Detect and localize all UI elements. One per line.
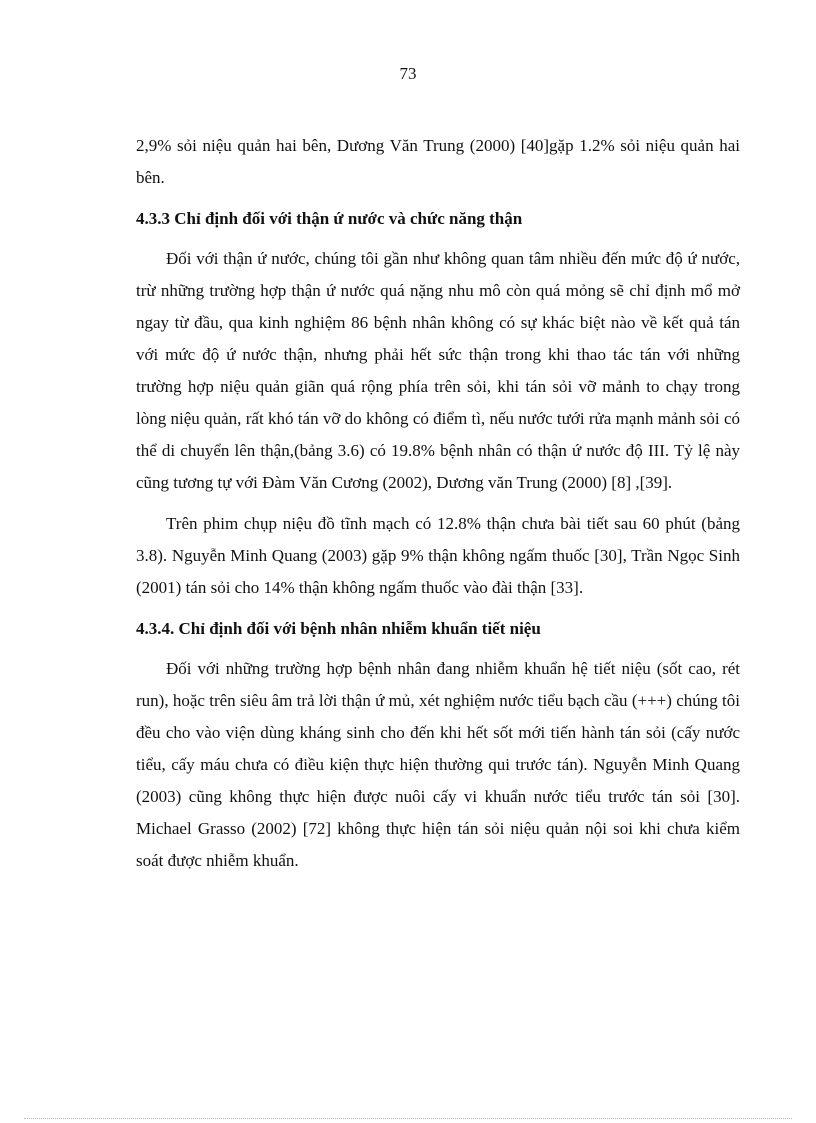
page-number: 73 [399,64,417,83]
paragraph-urinary-infection: Đối với những trường hợp bệnh nhân đang nhiễm khuẩn hệ tiết niệu (sốt cao, rét run), hoặc trên siêu âm trả lời thận ứ mủ, xét nghiệm nước tiểu bạch cầu (+++) chúng tôi đều cho vào viện dùng kháng sinh cho đến khi hết sốt mới tiến hành tán sỏi (cấy nước tiểu, cấy máu chưa có điều kiện thực hiện thường qui trước tán). Nguyễn Minh Quang (2003) cũng không thực hiện được nuôi cấy vi khuẩn nước tiểu trước tán sỏi [30]. Michael Grasso (2002) [72] không thực hiện tán sỏi niệu quản nội soi khi chưa kiểm soát được nhiễm khuẩn. [136,659,740,870]
page-body [136,130,740,886]
footer-divider [24,1118,792,1119]
section-heading-4-3-4: 4.3.4. Chỉ định đối với bệnh nhân nhiễm khuẩn tiết niệu [136,619,541,638]
paragraph-continuation: 2,9% sỏi niệu quản hai bên, Dương Văn Trung (2000) [40]gặp 1.2% sỏi niệu quản hai bên. [136,136,740,187]
section-heading-4-3-3: 4.3.3 Chỉ định đối với thận ứ nước và chức năng thận [136,209,523,228]
paragraph-hydronephrosis: Đối với thận ứ nước, chúng tôi gần như không quan tâm nhiều đến mức độ ứ nước, trừ những trường hợp thận ứ nước quá nặng nhu mô còn quá mỏng sẽ chỉ định mổ mở ngay từ đầu, qua kinh nghiệm 86 bệnh nhân không có sự khác biệt nào về kết quả tán với mức độ ứ nước thận, nhưng phải hết sức thận trong khi thao tác tán với những trường hợp niệu quản giãn quá rộng phía trên sỏi, khi tán sỏi vỡ mảnh to chạy trong lòng niệu quản, rất khó tán vỡ do không có điểm tì, nếu nước tưới rửa mạnh mảnh sỏi có thể di chuyển lên thận,(bảng 3.6) có 19.8% bệnh nhân có thận ứ nước độ III. Tỷ lệ này cũng tương tự với Đàm Văn Cương (2002), Dương văn Trung (2000) [8] ,[39]. [136,249,740,492]
paragraph-urography: Trên phim chụp niệu đồ tĩnh mạch có 12.8% thận chưa bài tiết sau 60 phút (bảng 3.8). Nguyễn Minh Quang (2003) gặp 9% thận không ngấm thuốc [30], Trần Ngọc Sinh (2001) tán sỏi cho 14% thận không ngấm thuốc vào đài thận [33]. [136,514,740,597]
